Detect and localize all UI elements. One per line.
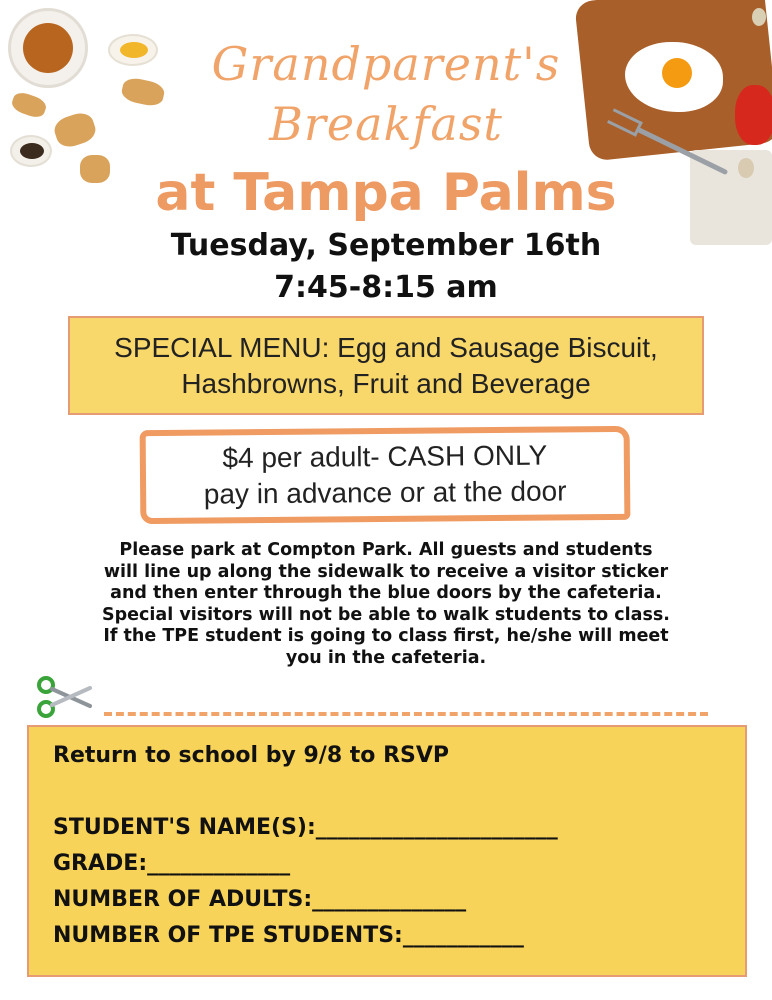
notice-line: If the TPE student is going to class first, he/she will meet bbox=[103, 626, 669, 646]
payment-line: pay in advance or at the door bbox=[203, 475, 567, 510]
scissors-icon bbox=[36, 676, 94, 718]
special-menu-box bbox=[68, 316, 704, 415]
rsvp-heading: Return to school by 9/8 to RSVP bbox=[53, 743, 450, 768]
parking-notice bbox=[30, 540, 742, 669]
student-name-field[interactable]: STUDENT'S NAME(S):______________________ bbox=[53, 815, 558, 840]
title-script-line1: Grandparent's bbox=[211, 37, 561, 91]
number-of-tpe-students-field[interactable]: NUMBER OF TPE STUDENTS:___________ bbox=[53, 923, 524, 948]
menu-line: SPECIAL MENU: Egg and Sausage Biscuit, bbox=[114, 331, 658, 363]
price-box bbox=[140, 426, 631, 524]
notice-line: will line up along the sidewalk to receive a visitor sticker bbox=[103, 561, 669, 582]
event-date: Tuesday, September 16th bbox=[170, 228, 602, 263]
cut-line bbox=[104, 712, 708, 716]
price-line: $4 per adult- CASH ONLY bbox=[222, 439, 548, 474]
rsvp-form bbox=[27, 725, 747, 977]
notice-line: you in the cafeteria. bbox=[285, 647, 487, 668]
event-time: 7:45-8:15 am bbox=[274, 270, 498, 305]
page-title: at Tampa Palms bbox=[155, 163, 617, 223]
grade-field[interactable]: GRADE:_____________ bbox=[53, 851, 291, 876]
notice-line: and then enter through the blue doors by the cafeteria. bbox=[110, 583, 662, 603]
notice-line: Please park at Compton Park. All guests and students bbox=[119, 540, 653, 560]
menu-line: Hashbrowns, Fruit and Beverage bbox=[181, 367, 591, 399]
number-of-adults-field[interactable]: NUMBER OF ADULTS:______________ bbox=[53, 887, 467, 912]
quail-egg-image bbox=[752, 8, 766, 26]
notice-line: Special visitors will not be able to walk students to class. bbox=[102, 604, 670, 625]
title-script-line2: Breakfast bbox=[269, 97, 503, 151]
